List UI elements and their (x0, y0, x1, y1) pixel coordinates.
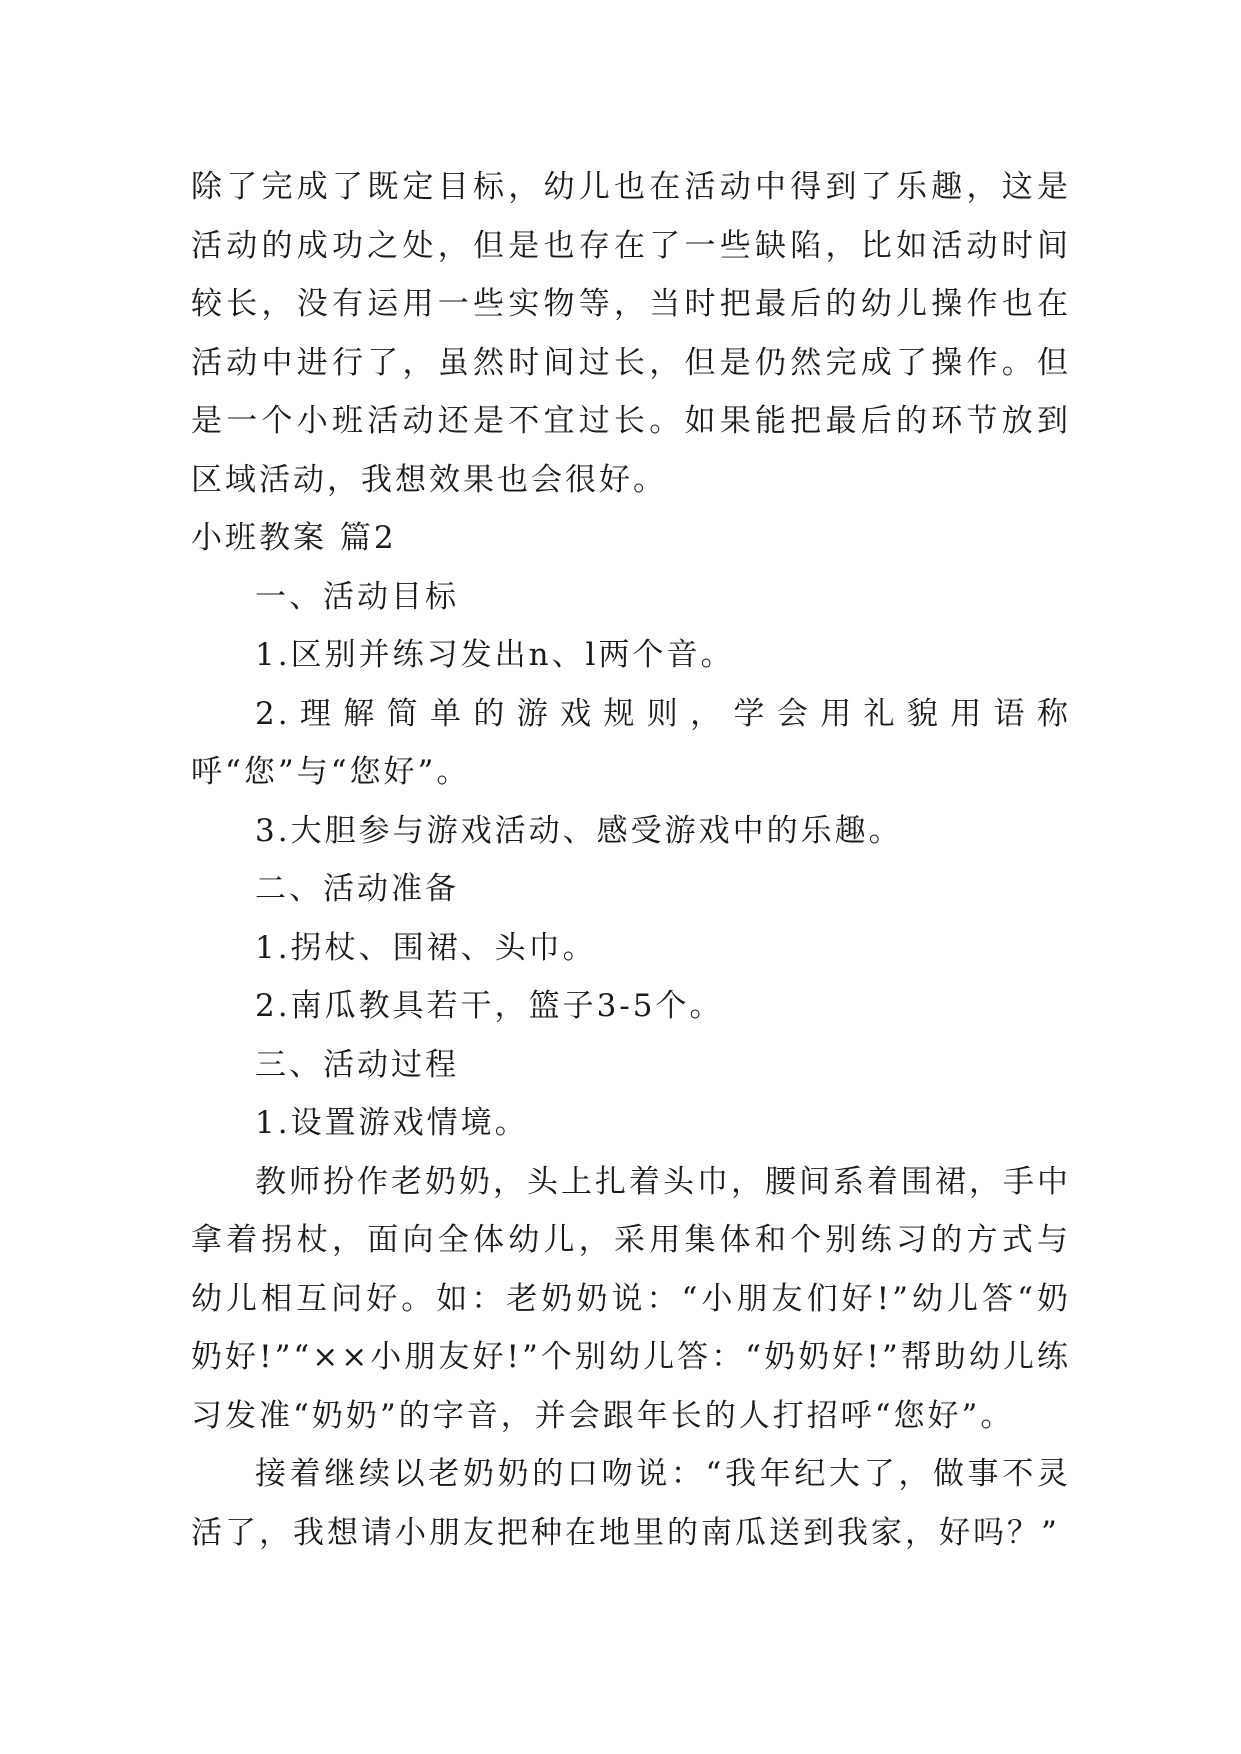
list-item-prep-1: 1.拐杖、围裙、头巾。 (255, 929, 597, 966)
heading-activity-preparation: 二、活动准备 (255, 871, 459, 907)
list-item-process-1: 1.设置游戏情境。 (255, 1105, 529, 1141)
list-item-goal-1: 1.区别并练习发出n、l两个音。 (255, 637, 735, 673)
heading-activity-goals: 一、活动目标 (255, 578, 459, 615)
section-title-lesson-plan-2: 小班教案 篇2 (191, 520, 397, 556)
paragraph-reflection: 除了完成了既定目标，幼儿也在活动中得到了乐趣，这是活动的成功之处，但是也存在了一些缺陷，比如活动时间较长，没有运用一些实物等，当时把最后的幼儿操作也在活动中进行了，虽然时间过长，但是仍然完成了操作。但是一个小班活动还是不宜过长。如果能把最后的环节放到区域活动，我想效果也会很好。 (191, 169, 1071, 498)
paragraph-teacher-role: 教师扮作老奶奶，头上扎着头巾，腰间系着围裙，手中拿着拐杖，面向全体幼儿，采用集体和个别练习的方式与幼儿相互问好。如：老奶奶说：“小朋友们好!”幼儿答“奶奶好!”“××小朋友好!”个别幼儿答：“奶奶好!”帮助幼儿练习发准“奶奶”的字音，并会跟年长的人打招呼“您好”。 (191, 1163, 1071, 1434)
heading-activity-process: 三、活动过程 (255, 1046, 459, 1083)
list-item-goal-2: 2.理解简单的游戏规则，学会用礼貌用语称呼“您”与“您好”。 (191, 695, 1071, 790)
paragraph-continue-story: 接着继续以老奶奶的口吻说：“我年纪大了，做事不灵活了，我想请小朋友把种在地里的南瓜送到我家，好吗？” (191, 1456, 1071, 1551)
list-item-prep-2: 2.南瓜教具若干，篮子3-5个。 (255, 988, 724, 1024)
list-item-goal-3: 3.大胆参与游戏活动、感受游戏中的乐趣。 (255, 812, 903, 849)
document-body (191, 158, 1071, 1562)
